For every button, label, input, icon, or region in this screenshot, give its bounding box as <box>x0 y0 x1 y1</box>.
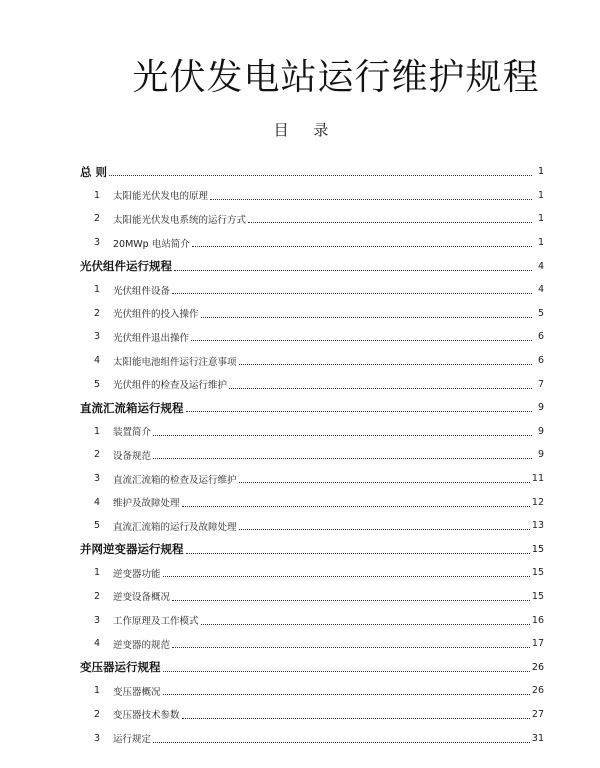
toc-entry-title: 太阳能光伏发电系统的运行方式 <box>113 214 247 226</box>
dot-leader <box>201 624 530 625</box>
toc-section-row[interactable] <box>80 490 544 514</box>
toc-entry-title: 变压器概况 <box>113 686 161 698</box>
toc-section-number: 3 <box>94 473 101 485</box>
toc-entry-title: 运行规定 <box>113 734 152 746</box>
document-title: 光伏发电站运行维护规程 <box>132 57 540 98</box>
toc-page-number: 1 <box>537 213 544 225</box>
toc-section-row[interactable] <box>80 302 544 326</box>
dot-leader <box>182 506 530 507</box>
toc-page-number: 9 <box>537 402 544 414</box>
dot-leader <box>248 222 532 223</box>
toc-entry-title: 20MWp 电站简介 <box>113 238 190 250</box>
toc-chapter-row[interactable] <box>80 538 544 562</box>
toc-entry-title: 装置简介 <box>113 427 152 439</box>
dot-leader <box>201 317 532 318</box>
dot-leader <box>239 364 532 365</box>
toc-chapter-row[interactable] <box>80 396 544 420</box>
toc-section-number: 2 <box>94 708 101 720</box>
toc-section-number: 3 <box>94 732 101 744</box>
dot-leader <box>163 576 530 577</box>
toc-section-number: 1 <box>94 284 101 296</box>
toc-section-row[interactable] <box>80 278 544 302</box>
toc-section-row[interactable] <box>80 420 544 444</box>
toc-entry-title: 逆变器的规范 <box>113 639 171 651</box>
toc-entry-title: 逆变设备概况 <box>113 592 171 604</box>
toc-section-row[interactable] <box>80 349 544 373</box>
toc-entry-title: 太阳能电池组件运行注意事项 <box>113 356 237 368</box>
toc-page-number: 5 <box>537 307 544 319</box>
toc-section-number: 2 <box>94 590 101 602</box>
toc-section-number: 2 <box>94 213 101 225</box>
dot-leader <box>186 553 530 554</box>
dot-leader <box>163 694 530 695</box>
toc-entry-title: 光伏组件退出操作 <box>113 332 190 344</box>
toc-entry-title: 光伏组件的检查及运行维护 <box>113 380 228 392</box>
toc-page-number: 26 <box>531 685 544 697</box>
toc-entry-title: 直流汇流箱的检查及运行维护 <box>113 474 237 486</box>
toc-page-number: 1 <box>537 237 544 249</box>
toc-entry-title: 太阳能光伏发电的原理 <box>113 191 209 203</box>
toc-section-number: 2 <box>94 307 101 319</box>
toc-page-number: 13 <box>531 520 544 532</box>
dot-leader <box>239 482 530 483</box>
toc-entry-title: 总 则 <box>80 164 108 179</box>
toc-section-row[interactable] <box>80 703 544 727</box>
toc-page-number: 26 <box>531 661 544 673</box>
toc-section-row[interactable] <box>80 231 544 255</box>
toc-section-row[interactable] <box>80 184 544 208</box>
dot-leader <box>182 718 530 719</box>
dot-leader <box>174 270 532 271</box>
toc-section-row[interactable] <box>80 443 544 467</box>
toc-section-number: 4 <box>94 496 101 508</box>
toc-page-number: 17 <box>531 638 544 650</box>
toc-page-number: 31 <box>531 732 544 744</box>
toc-section-row[interactable] <box>80 561 544 585</box>
toc-section-row[interactable] <box>80 325 544 349</box>
toc-section-row[interactable] <box>80 679 544 703</box>
toc-entry-title: 并网逆变器运行规程 <box>80 542 184 557</box>
toc-heading: 目 录 <box>273 121 339 139</box>
dot-leader <box>153 458 532 459</box>
dot-leader <box>186 411 533 412</box>
toc-page-number: 4 <box>537 284 544 296</box>
toc-page-number: 15 <box>531 567 544 579</box>
dot-leader <box>172 293 532 294</box>
toc-entry-title: 光伏组件设备 <box>113 285 171 297</box>
toc-section-row[interactable] <box>80 467 544 491</box>
toc-page-number: 11 <box>531 473 544 485</box>
toc-page-number: 27 <box>531 708 544 720</box>
toc-section-number: 5 <box>94 378 101 390</box>
dot-leader <box>191 340 532 341</box>
toc-page-number: 1 <box>537 189 544 201</box>
toc-section-row[interactable] <box>80 585 544 609</box>
toc-section-number: 3 <box>94 331 101 343</box>
toc-section-number: 4 <box>94 355 101 367</box>
toc-section-number: 5 <box>94 520 101 532</box>
toc-entry-title: 变压器技术参数 <box>113 710 180 722</box>
toc-page-number: 16 <box>531 614 544 626</box>
toc-page-number: 9 <box>537 425 544 437</box>
table-of-contents <box>80 160 544 750</box>
dot-leader <box>210 199 532 200</box>
toc-section-row[interactable] <box>80 632 544 656</box>
toc-entry-title: 光伏组件运行规程 <box>80 259 172 274</box>
toc-entry-title: 工作原理及工作模式 <box>113 616 199 628</box>
toc-section-number: 1 <box>94 567 101 579</box>
dot-leader <box>163 671 530 672</box>
toc-section-number: 4 <box>94 638 101 650</box>
toc-section-row[interactable] <box>80 207 544 231</box>
toc-entry-title: 维护及故障处理 <box>113 498 180 510</box>
toc-page-number: 6 <box>537 331 544 343</box>
toc-page-number: 12 <box>531 496 544 508</box>
toc-section-number: 1 <box>94 685 101 697</box>
dot-leader <box>153 435 532 436</box>
dot-leader <box>153 742 530 743</box>
dot-leader <box>172 600 530 601</box>
toc-entry-title: 直流汇流箱运行规程 <box>80 400 184 415</box>
toc-section-number: 3 <box>94 237 101 249</box>
dot-leader <box>109 175 532 176</box>
toc-entry-title: 光伏组件的投入操作 <box>113 309 199 321</box>
toc-section-number: 3 <box>94 614 101 626</box>
toc-section-number: 1 <box>94 425 101 437</box>
toc-section-row[interactable] <box>80 372 544 396</box>
dot-leader <box>172 647 530 648</box>
toc-page-number: 15 <box>531 543 544 555</box>
toc-section-row[interactable] <box>80 514 544 538</box>
toc-chapter-row[interactable] <box>80 254 544 278</box>
toc-chapter-row[interactable] <box>80 160 544 184</box>
toc-chapter-row[interactable] <box>80 655 544 679</box>
dot-leader <box>239 529 530 530</box>
toc-entry-title: 直流汇流箱的运行及故障处理 <box>113 521 237 533</box>
dot-leader <box>229 388 532 389</box>
toc-section-row[interactable] <box>80 726 544 750</box>
toc-page-number: 6 <box>537 355 544 367</box>
toc-section-number: 2 <box>94 449 101 461</box>
toc-entry-title: 设备规范 <box>113 450 152 462</box>
toc-page-number: 9 <box>537 449 544 461</box>
toc-page-number: 7 <box>537 378 544 390</box>
toc-section-row[interactable] <box>80 608 544 632</box>
toc-page-number: 4 <box>537 260 544 272</box>
toc-page-number: 15 <box>531 590 544 602</box>
toc-page-number: 1 <box>537 166 544 178</box>
toc-section-number: 1 <box>94 189 101 201</box>
dot-leader <box>192 246 532 247</box>
toc-entry-title: 逆变器功能 <box>113 568 161 580</box>
toc-entry-title: 变压器运行规程 <box>80 660 161 675</box>
